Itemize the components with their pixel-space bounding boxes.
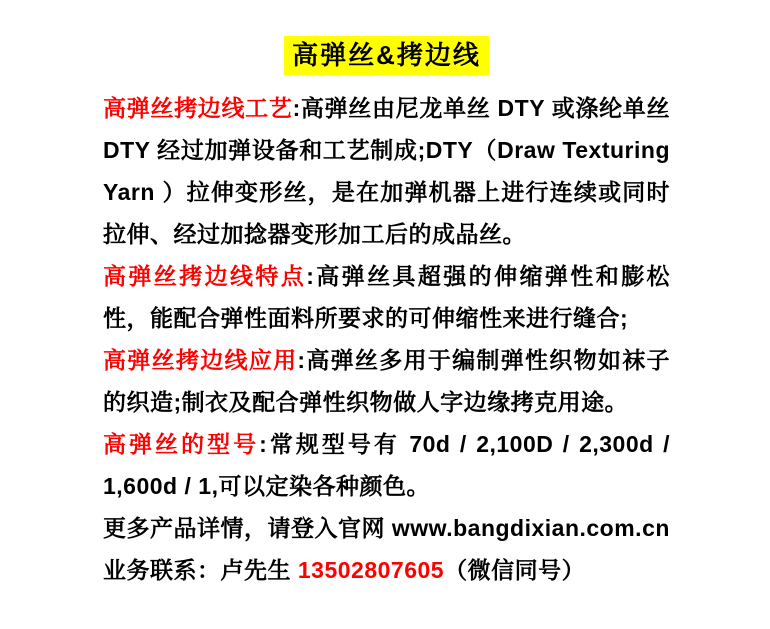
phone-number: 13502807605: [297, 557, 445, 583]
paragraph-features-text: :高弹丝具超强的伸缩弹性和膨松性，能配合弹性面料所要求的可伸缩性来进行缝合;: [103, 263, 670, 331]
paragraph-models: [103, 423, 670, 507]
paragraph-process-label: 高弹丝拷边线工艺: [103, 95, 293, 121]
paragraph-process-text: :高弹丝由尼龙单丝 DTY 或涤纶单丝 DTY 经过加弹设备和工艺制成;DTY（Draw Texturing Yarn ）拉伸变形丝，是在加弹机器上进行连续或同时拉伸、经过加捻器变形加工后的成品丝。: [103, 95, 671, 247]
page-title: 高弹丝&拷边线: [284, 36, 489, 75]
paragraph-features: [103, 255, 670, 339]
paragraph-process: [103, 87, 670, 255]
document-content: [103, 36, 670, 591]
contact-prefix: 业务联系：卢先生: [103, 557, 298, 583]
paragraph-applications: [103, 339, 670, 423]
paragraph-models-text: :常规型号有 70d / 2,100D / 2,300d / 1,600d / 1,可以定染各种颜色。: [103, 431, 670, 499]
paragraph-models-label: 高弹丝的型号: [103, 431, 260, 457]
paragraph-applications-text: :高弹丝多用于编制弹性织物如袜子的织造;制衣及配合弹性织物做人字边缘拷克用途。: [103, 347, 670, 415]
title-row: [103, 36, 670, 75]
contact-line: [103, 549, 670, 591]
website-text: 更多产品详情，请登入官网 www.bangdixian.com.cn: [103, 515, 670, 541]
paragraph-features-label: 高弹丝拷边线特点: [103, 263, 307, 289]
paragraph-applications-label: 高弹丝拷边线应用: [103, 347, 298, 373]
contact-suffix: （微信同号）: [444, 557, 586, 583]
body-text: [103, 87, 670, 591]
website-line: [103, 507, 670, 549]
